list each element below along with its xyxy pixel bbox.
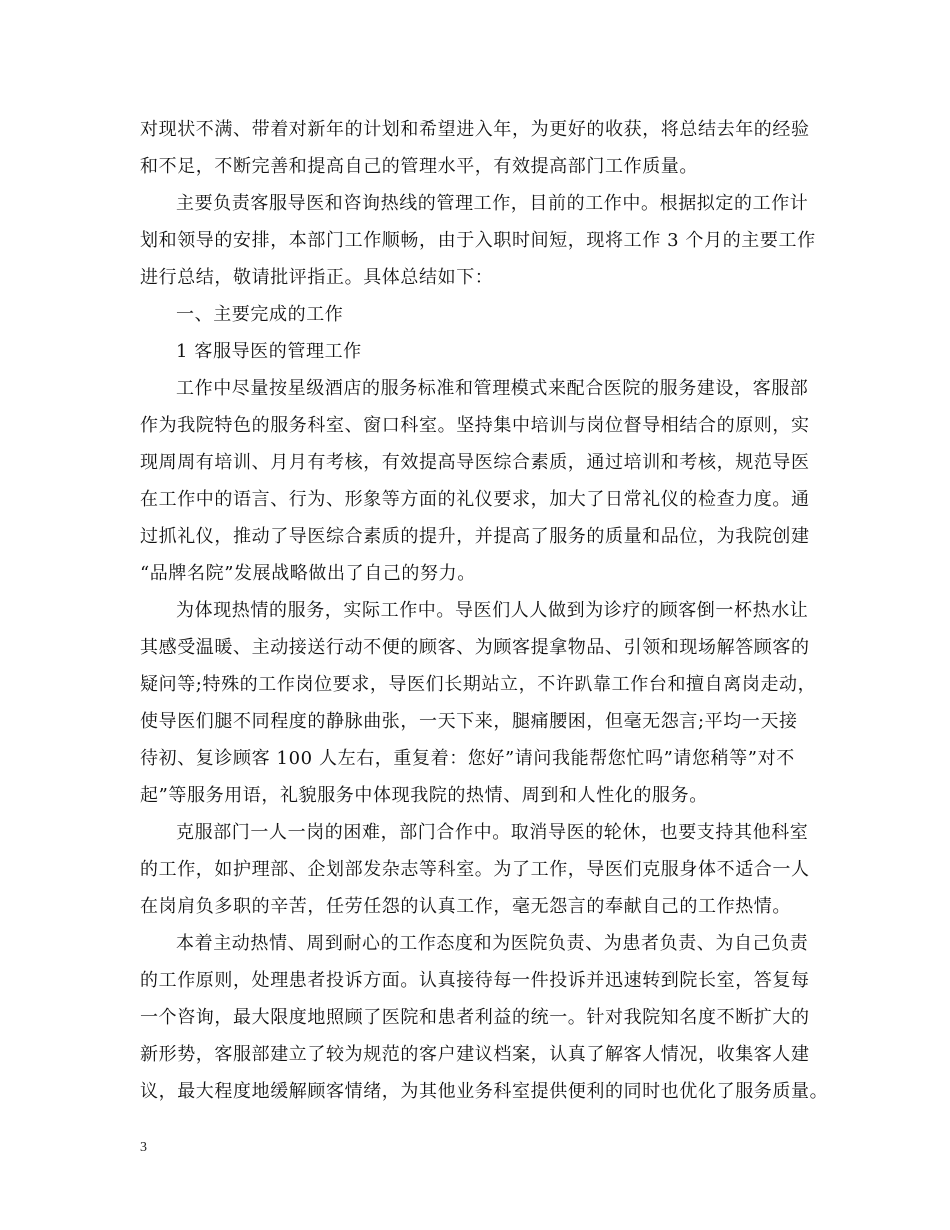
text-line: 为体现热情的服务，实际工作中。导医们人人做到为诊疗的顾客倒一杯热水让: [176, 600, 809, 621]
text-line: 疑问等;特殊的工作岗位要求，导医们长期站立，不许趴靠工作台和擅自离岗走动，: [140, 674, 817, 695]
text-line: 使导医们腿不同程度的静脉曲张，一天下来，腿痛腰困，但毫无怨言;平均一天接: [140, 711, 798, 732]
text-line: 划和领导的安排，本部门工作顺畅，由于入职时间短，现将工作 3 个月的主要工作: [140, 230, 816, 251]
page-number: 3: [140, 1140, 147, 1155]
section-heading: 一、主要完成的工作: [176, 304, 344, 325]
text-line: 工作中尽量按星级酒店的服务标准和管理模式来配合医院的服务建设，客服部: [176, 378, 809, 399]
text-line: 对现状不满、带着对新年的计划和希望进入年，为更好的收获，将总结去年的经验: [140, 119, 810, 140]
text-line: 现周周有培训、月月有考核，有效提高导医综合素质，通过培训和考核，规范导医: [140, 452, 810, 473]
text-line: 起”等服务用语，礼貌服务中体现我院的热情、周到和人性化的服务。: [140, 785, 708, 806]
text-line: 过抓礼仪，推动了导医综合素质的提升，并提高了服务的质量和品位，为我院创建: [140, 526, 810, 547]
text-line: 和不足，不断完善和提高自己的管理水平，有效提高部门工作质量。: [140, 156, 698, 177]
text-line: 议，最大程度地缓解顾客情绪，为其他业务科室提供便利的同时也优化了服务质量。: [140, 1081, 829, 1102]
text-line: 本着主动热情、周到耐心的工作态度和为医院负责、为患者负责、为自己负责: [176, 933, 809, 954]
text-line: 的工作原则，处理患者投诉方面。认真接待每一件投诉并迅速转到院长室，答复每: [140, 970, 810, 991]
text-line: 克服部门一人一岗的困难，部门合作中。取消导医的轮休，也要支持其他科室: [176, 822, 809, 843]
text-line: 在工作中的语言、行为、形象等方面的礼仪要求，加大了日常礼仪的检查力度。通: [140, 489, 810, 510]
text-line: 主要负责客服导医和咨询热线的管理工作，目前的工作中。根据拟定的工作计: [176, 193, 809, 214]
text-line: 待初、复诊顾客 100 人左右，重复着：您好”请问我能帮您忙吗”请您稍等”对不: [140, 748, 795, 769]
text-line: 在岗肩负多职的辛苦，任劳任怨的认真工作，毫无怨言的奉献自己的工作热情。: [140, 896, 791, 917]
text-line: 的工作，如护理部、企划部发杂志等科室。为了工作，导医们克服身体不适合一人: [140, 859, 810, 880]
text-line: “品牌名院”发展战略做出了自己的努力。: [140, 563, 476, 584]
text-line: 其感受温暖、主动接送行动不便的顾客、为顾客提拿物品、引领和现场解答顾客的: [140, 637, 810, 658]
text-line: 一个咨询，最大限度地照顾了医院和患者利益的统一。针对我院知名度不断扩大的: [140, 1007, 810, 1028]
text-line: 作为我院特色的服务科室、窗口科室。坚持集中培训与岗位督导相结合的原则，实: [140, 415, 810, 436]
subsection-heading: 1 客服导医的管理工作: [176, 341, 362, 362]
text-line: 新形势，客服部建立了较为规范的客户建议档案，认真了解客人情况，收集客人建: [140, 1044, 810, 1065]
text-line: 进行总结，敬请批评指正。具体总结如下：: [140, 267, 494, 288]
